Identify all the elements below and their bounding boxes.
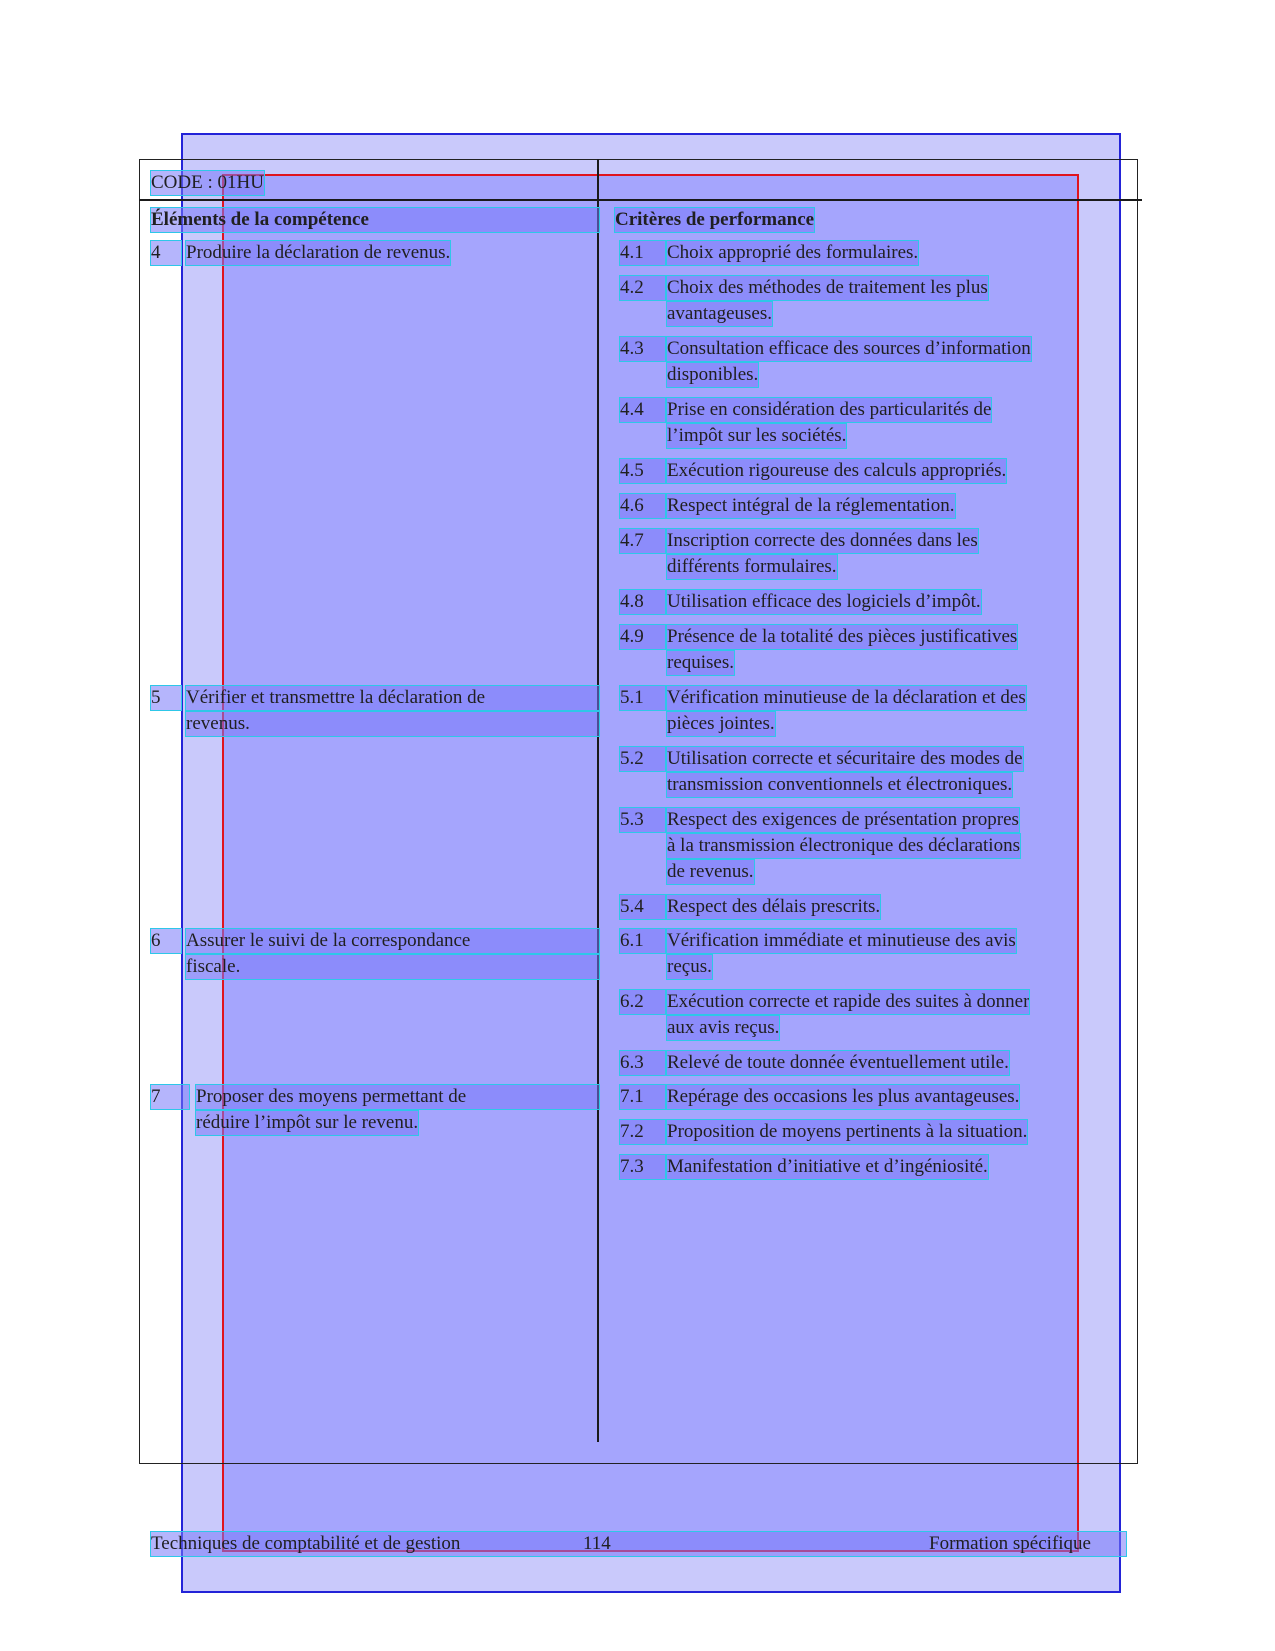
column-header-elements: Éléments de la compétence bbox=[151, 208, 599, 232]
criterion-line: transmission conventionnels et électroniques. bbox=[667, 774, 1013, 795]
column-header-criteria: Critères de performance bbox=[615, 209, 815, 230]
criterion-line: Vérification immédiate et minutieuse des avis bbox=[667, 930, 1016, 951]
criterion-line: Consultation efficace des sources d’information bbox=[667, 338, 1031, 359]
criterion-number: 6.3 bbox=[620, 1051, 665, 1075]
footer-program: Techniques de comptabilité et de gestion bbox=[151, 1533, 461, 1554]
criterion-number: 5.4 bbox=[620, 895, 665, 919]
criterion-line: Inscription correcte des données dans les bbox=[667, 530, 978, 551]
criterion-line: Respect des exigences de présentation propres bbox=[667, 809, 1019, 830]
criterion-number: 5.3 bbox=[620, 808, 665, 832]
criterion-number: 4.1 bbox=[620, 241, 665, 265]
criterion-number: 7.2 bbox=[620, 1120, 665, 1144]
criterion-line: Proposition de moyens pertinents à la situation. bbox=[667, 1121, 1028, 1142]
criterion-number: 4.8 bbox=[620, 590, 665, 614]
criterion-line: Manifestation d’initiative et d’ingéniosité. bbox=[667, 1156, 988, 1177]
criterion-line: de revenus. bbox=[667, 861, 754, 882]
column-divider bbox=[597, 159, 599, 1442]
element-number: 7 bbox=[151, 1085, 189, 1109]
criterion-number: 4.3 bbox=[620, 337, 665, 361]
criterion-line: disponibles. bbox=[667, 364, 759, 385]
criterion-number: 4.7 bbox=[620, 529, 665, 553]
criterion-number: 4.9 bbox=[620, 625, 665, 649]
header-separator bbox=[139, 199, 1142, 201]
criterion-line: Exécution correcte et rapide des suites à donner bbox=[667, 991, 1030, 1012]
criterion-line: requises. bbox=[667, 652, 735, 673]
page-number: 114 bbox=[583, 1533, 611, 1554]
element-line: réduire l’impôt sur le revenu. bbox=[196, 1112, 419, 1133]
criterion-line: Repérage des occasions les plus avantageuses. bbox=[667, 1086, 1020, 1107]
criterion-line: Choix approprié des formulaires. bbox=[667, 242, 919, 263]
element-line: Proposer des moyens permettant de bbox=[196, 1085, 599, 1109]
criterion-line: Relevé de toute donnée éventuellement utile. bbox=[667, 1052, 1009, 1073]
footer-section: Formation spécifique bbox=[929, 1533, 1091, 1554]
criterion-line: différents formulaires. bbox=[667, 556, 837, 577]
element-line: fiscale. bbox=[186, 955, 599, 979]
criterion-line: pièces jointes. bbox=[667, 713, 775, 734]
criterion-number: 5.2 bbox=[620, 747, 665, 771]
criterion-number: 4.2 bbox=[620, 276, 665, 300]
code-label: CODE : 01HU bbox=[151, 172, 264, 193]
element-line: Produire la déclaration de revenus. bbox=[186, 242, 451, 263]
criterion-number: 4.4 bbox=[620, 398, 665, 422]
element-number: 6 bbox=[151, 929, 181, 953]
criterion-line: reçus. bbox=[667, 956, 712, 977]
criterion-line: l’impôt sur les sociétés. bbox=[667, 425, 847, 446]
criterion-number: 4.6 bbox=[620, 494, 665, 518]
criterion-line: Choix des méthodes de traitement les plus bbox=[667, 277, 988, 298]
criterion-number: 6.1 bbox=[620, 929, 665, 953]
element-line: revenus. bbox=[186, 712, 599, 736]
element-number: 4 bbox=[151, 241, 181, 265]
criterion-line: Respect intégral de la réglementation. bbox=[667, 495, 955, 516]
criterion-line: Respect des délais prescrits. bbox=[667, 896, 881, 917]
criterion-number: 5.1 bbox=[620, 686, 665, 710]
criterion-line: Présence de la totalité des pièces justificatives bbox=[667, 626, 1018, 647]
criterion-number: 6.2 bbox=[620, 990, 665, 1014]
criterion-number: 7.3 bbox=[620, 1155, 665, 1179]
criterion-line: Prise en considération des particularités de bbox=[667, 399, 992, 420]
element-number: 5 bbox=[151, 686, 181, 710]
element-line: Assurer le suivi de la correspondance bbox=[186, 929, 599, 953]
element-line: Vérifier et transmettre la déclaration de bbox=[186, 686, 599, 710]
criterion-line: aux avis reçus. bbox=[667, 1017, 780, 1038]
criterion-line: Exécution rigoureuse des calculs appropriés. bbox=[667, 460, 1007, 481]
criterion-line: avantageuses. bbox=[667, 303, 772, 324]
criterion-number: 4.5 bbox=[620, 459, 665, 483]
criterion-line: Vérification minutieuse de la déclaration et des bbox=[667, 687, 1026, 708]
criterion-line: à la transmission électronique des déclarations bbox=[667, 835, 1020, 856]
criterion-line: Utilisation efficace des logiciels d’impôt. bbox=[667, 591, 981, 612]
criterion-number: 7.1 bbox=[620, 1085, 665, 1109]
criterion-line: Utilisation correcte et sécuritaire des modes de bbox=[667, 748, 1023, 769]
